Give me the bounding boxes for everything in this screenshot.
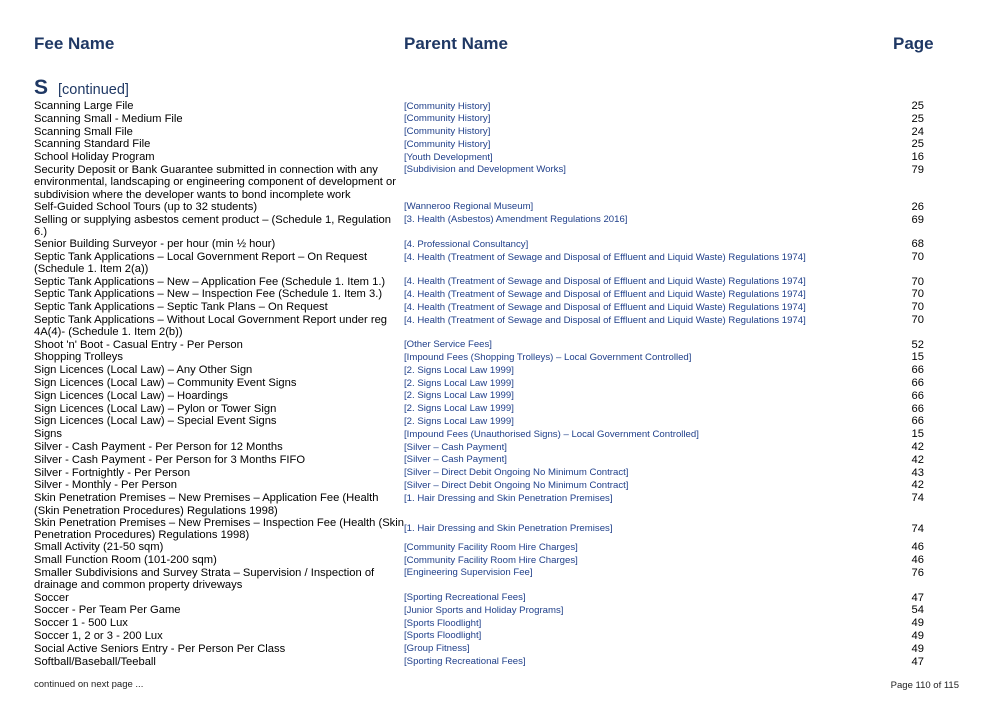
page-number-cell: 26	[911, 200, 924, 213]
page-number-cell: 25	[911, 138, 924, 151]
parent-name-link[interactable]: [Silver – Direct Debit Ongoing No Minimum Contract]	[404, 479, 629, 491]
page-number-cell: 25	[911, 112, 924, 125]
table-row	[34, 630, 924, 643]
page-number-cell: 46	[911, 554, 924, 567]
table-row	[34, 314, 924, 339]
fee-name-cell: Sign Licences (Local Law) – Hoardings	[34, 389, 229, 402]
parent-name-link[interactable]: [1. Hair Dressing and Skin Penetration Premises]	[404, 492, 613, 504]
page-number-cell: 70	[911, 301, 924, 314]
table-row	[34, 441, 924, 454]
table-row	[34, 643, 924, 656]
page-number-cell: 15	[911, 428, 924, 441]
page-number-cell: 16	[911, 151, 924, 164]
parent-name-link[interactable]: [4. Health (Treatment of Sewage and Disposal of Effluent and Liquid Waste) Regulations 1974]	[404, 251, 806, 263]
parent-name-link[interactable]: [Group Fitness]	[404, 643, 470, 655]
parent-name-link[interactable]: [4. Health (Treatment of Sewage and Disposal of Effluent and Liquid Waste) Regulations 1974]	[404, 288, 806, 300]
page-number-cell: 66	[911, 389, 924, 402]
page-number-cell: 70	[911, 314, 924, 327]
continued-note: continued on next page ...	[34, 679, 144, 690]
table-row	[34, 403, 924, 416]
fee-name-cell: Shoot 'n' Boot - Casual Entry - Per Person	[34, 338, 243, 351]
table-row	[34, 164, 924, 201]
page-number-cell: 79	[911, 163, 924, 176]
parent-name-link[interactable]: [Community Facility Room Hire Charges]	[404, 541, 578, 553]
parent-name-link[interactable]: [Wanneroo Regional Museum]	[404, 201, 534, 213]
parent-name-link[interactable]: [Impound Fees (Shopping Trolleys) – Local Government Controlled]	[404, 351, 692, 363]
parent-name-link[interactable]: [Community History]	[404, 126, 491, 138]
fee-name-cell: Softball/Baseball/Teeball	[34, 655, 156, 668]
table-row	[34, 479, 924, 492]
table-row	[34, 554, 924, 567]
fee-name-cell: Social Active Seniors Entry - Per Person Per Class	[34, 642, 286, 655]
fee-name-cell: Scanning Large File	[34, 100, 134, 112]
parent-name-link[interactable]: [4. Health (Treatment of Sewage and Disposal of Effluent and Liquid Waste) Regulations 1974]	[404, 276, 806, 288]
parent-name-link[interactable]: [Subdivision and Development Works]	[404, 164, 566, 176]
parent-name-link[interactable]: [Youth Development]	[404, 151, 493, 163]
fee-name-cell: Silver - Cash Payment - Per Person for 12 Months	[34, 441, 283, 454]
parent-name-link[interactable]: [Silver – Cash Payment]	[404, 454, 507, 466]
fee-name-cell: Septic Tank Applications – New – Application Fee (Schedule 1. Item 1.)	[34, 275, 386, 288]
table-row	[34, 592, 924, 605]
page-number-cell: 42	[911, 453, 924, 466]
table-row	[34, 238, 924, 251]
page-number-cell: 43	[911, 466, 924, 479]
table-row	[34, 339, 924, 352]
fee-name-cell: Silver - Fortnightly - Per Person	[34, 466, 191, 479]
table-row	[34, 126, 924, 139]
table-row	[34, 214, 924, 239]
table-row	[34, 113, 924, 126]
parent-name-link[interactable]: [2. Signs Local Law 1999]	[404, 364, 514, 376]
section-continued-label: [continued]	[58, 82, 129, 98]
page-number-cell: 66	[911, 377, 924, 390]
fee-name-cell: Sign Licences (Local Law) – Community Event Signs	[34, 377, 297, 390]
table-row	[34, 288, 924, 301]
table-row	[34, 301, 924, 314]
page-number-cell: 15	[911, 351, 924, 364]
parent-name-link[interactable]: [Junior Sports and Holiday Programs]	[404, 604, 564, 616]
page-number-cell: 74	[911, 522, 924, 535]
parent-name-link[interactable]: [2. Signs Local Law 1999]	[404, 390, 514, 402]
page-number-cell: 25	[911, 100, 924, 112]
fee-name-cell: Scanning Small File	[34, 125, 133, 138]
fee-name-cell: Small Activity (21-50 sqm)	[34, 541, 164, 554]
fee-name-cell: Sign Licences (Local Law) – Special Event Signs	[34, 415, 277, 428]
page-number-cell: 49	[911, 617, 924, 630]
table-row	[34, 390, 924, 403]
fee-name-cell: Silver - Cash Payment - Per Person for 3 Months FIFO	[34, 453, 306, 466]
parent-name-link[interactable]: [2. Signs Local Law 1999]	[404, 415, 514, 427]
parent-name-link[interactable]: [1. Hair Dressing and Skin Penetration Premises]	[404, 523, 613, 535]
table-row	[34, 138, 924, 151]
parent-name-link[interactable]: [4. Health (Treatment of Sewage and Disposal of Effluent and Liquid Waste) Regulations 1974]	[404, 314, 806, 326]
parent-name-link[interactable]: [Engineering Supervision Fee]	[404, 567, 533, 579]
parent-name-link[interactable]: [4. Professional Consultancy]	[404, 238, 529, 250]
fee-name-column-header: Fee Name	[34, 34, 115, 53]
page-number-cell: 42	[911, 441, 924, 454]
page-number-cell: 49	[911, 629, 924, 642]
fee-name-cell: Soccer 1, 2 or 3 - 200 Lux	[34, 629, 163, 642]
parent-name-link[interactable]: [Silver – Cash Payment]	[404, 441, 507, 453]
fee-name-cell: Signs	[34, 428, 62, 441]
table-row	[34, 377, 924, 390]
fee-name-cell: Sign Licences (Local Law) – Any Other Sign	[34, 364, 253, 377]
fee-name-cell: Selling or supplying asbestos cement product – (Schedule 1, Regulation 6.)	[34, 213, 391, 238]
fee-name-cell: Septic Tank Applications – Local Government Report – On Request (Schedule 1. Item 2(a))	[34, 251, 368, 276]
table-row	[34, 617, 924, 630]
parent-name-link[interactable]: [2. Signs Local Law 1999]	[404, 377, 514, 389]
fee-name-cell: Skin Penetration Premises – New Premises – Application Fee (Health (Skin Penetration Procedures) Regulations 1998)	[34, 492, 379, 517]
table-row	[34, 151, 924, 164]
page-number-cell: 47	[911, 591, 924, 604]
table-row	[34, 251, 924, 276]
page-number-cell: 66	[911, 402, 924, 415]
fee-name-cell: Smaller Subdivisions and Survey Strata – Supervision / Inspection of drainage and common property driveways	[34, 566, 375, 592]
page-number-cell: 69	[911, 213, 924, 226]
table-row	[34, 541, 924, 554]
table-row	[34, 492, 924, 517]
page-column-header: Page	[893, 34, 934, 53]
fee-name-cell: Septic Tank Applications – Septic Tank Plans – On Request	[34, 301, 328, 314]
table-row	[34, 428, 924, 441]
fee-name-cell: Scanning Small - Medium File	[34, 112, 183, 125]
fee-name-cell: School Holiday Program	[34, 151, 155, 164]
fee-name-cell: Soccer	[34, 591, 69, 604]
section-heading	[34, 76, 129, 100]
table-row	[34, 567, 924, 592]
parent-name-link[interactable]: [Impound Fees (Unauthorised Signs) – Local Government Controlled]	[404, 428, 699, 440]
parent-name-link[interactable]: [Sports Floodlight]	[404, 617, 482, 629]
page-number-cell: 68	[911, 238, 924, 251]
page-number-cell: 24	[911, 125, 924, 138]
parent-name-link[interactable]: [Community History]	[404, 138, 491, 150]
table-row	[34, 201, 924, 214]
table-row	[34, 656, 924, 669]
page-number-cell: 54	[911, 604, 924, 617]
fee-name-cell: Small Function Room (101-200 sqm)	[34, 554, 217, 567]
parent-name-link[interactable]: [Other Service Fees]	[404, 339, 492, 351]
table-row	[34, 517, 924, 542]
fee-name-cell: Shopping Trolleys	[34, 351, 123, 364]
page-number-cell: 66	[911, 415, 924, 428]
table-row	[34, 604, 924, 617]
fee-name-cell: Soccer 1 - 500 Lux	[34, 617, 128, 630]
fee-name-cell: Septic Tank Applications – New – Inspection Fee (Schedule 1. Item 3.)	[34, 288, 383, 301]
page-number-cell: 49	[911, 642, 924, 655]
table-row	[34, 415, 924, 428]
page-number-cell: 70	[911, 288, 924, 301]
fee-name-cell: Skin Penetration Premises – New Premises – Inspection Fee (Health (Skin Penetration Procedures) Regulations 1998)	[34, 516, 404, 542]
parent-name-link[interactable]: [Community History]	[404, 100, 491, 112]
fee-name-cell: Silver - Monthly - Per Person	[34, 479, 177, 492]
fee-name-cell: Self-Guided School Tours (up to 32 students)	[34, 200, 258, 213]
parent-name-link[interactable]: [2. Signs Local Law 1999]	[404, 403, 514, 415]
table-row	[34, 467, 924, 480]
fee-table	[34, 100, 924, 668]
page-number: Page 110 of 115	[890, 680, 959, 691]
parent-name-link[interactable]: [4. Health (Treatment of Sewage and Disposal of Effluent and Liquid Waste) Regulations 1974]	[404, 301, 806, 313]
parent-name-link[interactable]: [Community History]	[404, 113, 491, 125]
table-row	[34, 100, 924, 113]
page-number-cell: 52	[911, 338, 924, 351]
parent-name-column-header: Parent Name	[404, 34, 508, 53]
table-row	[34, 364, 924, 377]
page-number-cell: 46	[911, 541, 924, 554]
parent-name-link[interactable]: [Sporting Recreational Fees]	[404, 656, 526, 668]
table-row	[34, 351, 924, 364]
fee-name-cell: Soccer - Per Team Per Game	[34, 604, 181, 617]
table-row	[34, 276, 924, 289]
page-number-cell: 70	[911, 275, 924, 288]
parent-name-link[interactable]: [Silver – Direct Debit Ongoing No Minimum Contract]	[404, 467, 629, 479]
page-number-cell: 76	[911, 566, 924, 579]
fee-name-cell: Security Deposit or Bank Guarantee submitted in connection with any environmental, landscaping or engineering component of development or subdivision where the developer wants to bond incomplete work	[34, 163, 396, 201]
page-number-cell: 42	[911, 479, 924, 492]
fee-name-cell: Septic Tank Applications – Without Local Government Report under reg 4A(4)- (Schedule 1. Item 2(b))	[34, 314, 388, 339]
page-number-cell: 66	[911, 364, 924, 377]
fee-name-cell: Sign Licences (Local Law) – Pylon or Tower Sign	[34, 402, 277, 415]
parent-name-link[interactable]: [Sporting Recreational Fees]	[404, 592, 526, 604]
page-number-cell: 70	[911, 251, 924, 264]
fee-name-cell: Senior Building Surveyor - per hour (min ½ hour)	[34, 238, 276, 251]
parent-name-link[interactable]: [Community Facility Room Hire Charges]	[404, 554, 578, 566]
section-letter: S	[34, 76, 49, 99]
table-row	[34, 454, 924, 467]
fee-name-cell: Scanning Standard File	[34, 138, 151, 151]
page-number-cell: 74	[911, 492, 924, 505]
parent-name-link[interactable]: [Sports Floodlight]	[404, 630, 482, 642]
parent-name-link[interactable]: [3. Health (Asbestos) Amendment Regulations 2016]	[404, 214, 628, 226]
page-number-cell: 47	[911, 655, 924, 668]
